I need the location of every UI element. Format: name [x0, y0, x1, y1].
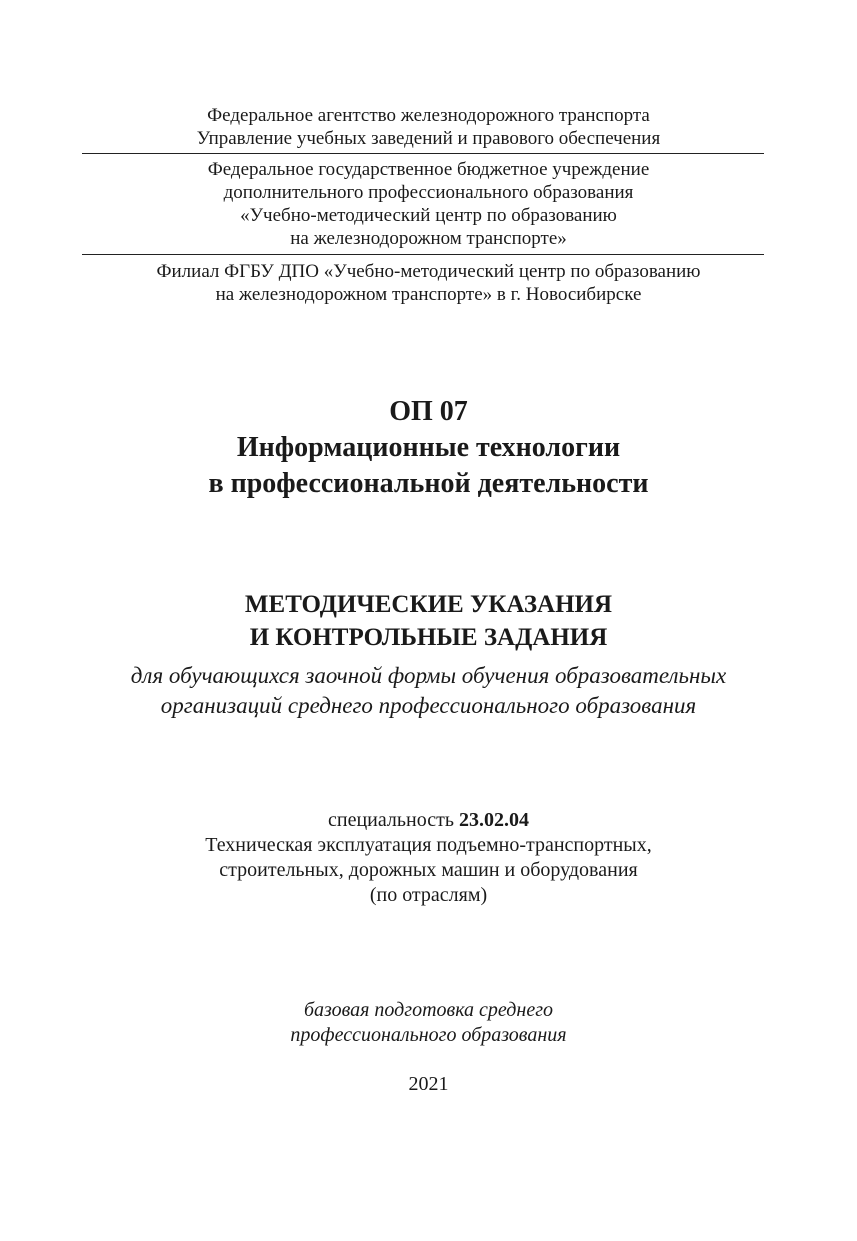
agency-line: Федеральное агентство железнодорожного транспорта [207, 105, 650, 126]
education-level [0, 998, 857, 1048]
institution-header [0, 158, 857, 250]
institution-line: Федеральное государственное бюджетное учреждение [207, 159, 650, 180]
course-title-line: Информационные технологии [236, 432, 621, 463]
year-text: 2021 [408, 1073, 449, 1095]
specialty-name-line: Техническая эксплуатация подъемно-транспортных, [205, 834, 652, 856]
branch-line: на железнодорожном транспорте» в г. Новосибирске [215, 284, 642, 305]
institution-line: на железнодорожном транспорте» [290, 228, 567, 249]
audience-line: организаций среднего профессионального образования [160, 693, 697, 718]
publication-year [0, 1072, 857, 1097]
specialty-label: специальность [328, 809, 459, 831]
specialty-name-line: строительных, дорожных машин и оборудования [219, 859, 638, 881]
specialty-heading [0, 808, 857, 833]
document-type-line: И КОНТРОЛЬНЫЕ ЗАДАНИЯ [249, 624, 608, 651]
audience-line: для обучающихся заочной формы обучения образовательных [130, 663, 727, 688]
branch-line: Филиал ФГБУ ДПО «Учебно-методический центр по образованию [156, 261, 701, 282]
education-level-line: базовая подготовка среднего [303, 999, 554, 1021]
agency-line: Управление учебных заведений и правового обеспечения [196, 128, 661, 149]
institution-line: «Учебно-методический центр по образованию [240, 205, 617, 226]
course-title-block [0, 394, 857, 502]
specialty-block [0, 808, 857, 908]
header-divider [82, 153, 764, 154]
course-title-line: в профессиональной деятельности [208, 468, 649, 499]
document-type [0, 588, 857, 654]
specialty-code: 23.02.04 [458, 809, 529, 831]
document-type-line: МЕТОДИЧЕСКИЕ УКАЗАНИЯ [244, 591, 613, 618]
agency-header [0, 104, 857, 150]
institution-line: дополнительного профессионального образования [223, 182, 634, 203]
audience-description [0, 661, 857, 721]
course-code: ОП 07 [389, 396, 468, 427]
header-divider [82, 254, 764, 255]
specialty-name-line: (по отраслям) [369, 884, 488, 906]
education-level-line: профессионального образования [290, 1024, 567, 1046]
branch-header [0, 260, 857, 306]
